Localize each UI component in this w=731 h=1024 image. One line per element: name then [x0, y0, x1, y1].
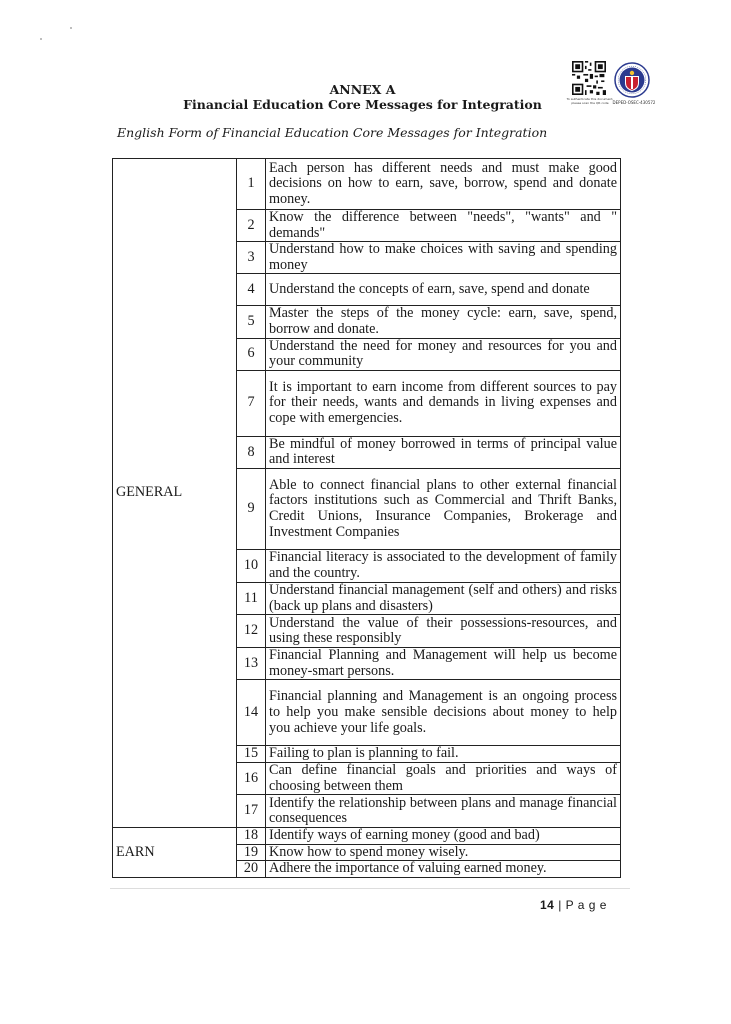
row-number: 19 — [237, 844, 266, 861]
category-general: GENERAL — [113, 159, 237, 828]
table-caption: English Form of Financial Education Core Messages for Integration — [117, 125, 548, 140]
core-message: Know the difference between "needs", "wants" and " demands" — [266, 210, 621, 242]
core-message: Identify the relationship between plans and manage financial consequences — [266, 795, 621, 828]
core-message: Able to connect financial plans to other external financial factors institutions such as Commercial and Thrift Banks, Credit Unions, Insurance Companies, Brokerage and Investment Companies — [266, 468, 621, 549]
row-number: 17 — [237, 795, 266, 828]
page-number-value: 14 — [540, 898, 555, 912]
row-number: 20 — [237, 861, 266, 878]
row-number: 14 — [237, 680, 266, 746]
row-number: 18 — [237, 828, 266, 845]
core-message: Understand the concepts of earn, save, spend and donate — [266, 274, 621, 306]
table-row — [113, 828, 621, 845]
category-earn: EARN — [113, 828, 237, 878]
row-number: 9 — [237, 468, 266, 549]
core-message: Identify ways of earning money (good and bad) — [266, 828, 621, 845]
core-message: Adhere the importance of valuing earned money. — [266, 861, 621, 878]
page-number-label: | P a g e — [558, 898, 607, 912]
document-title: Financial Education Core Messages for Integration — [183, 97, 542, 112]
core-message: Financial planning and Management is an ongoing process to help you make sensible decisions about money to help you achieve your life goals. — [266, 680, 621, 746]
core-message: Understand the value of their possessions-resources, and using these responsibly — [266, 615, 621, 648]
qr-caption: To authenticate this document, please scan the QR code — [566, 97, 614, 105]
core-message: Financial Planning and Management will help us become money-smart persons. — [266, 648, 621, 680]
core-message: Each person has different needs and must make good decisions on how to earn, save, borrow, spend and donate money. — [266, 159, 621, 210]
core-message: Know how to spend money wisely. — [266, 844, 621, 861]
core-message: Understand the need for money and resources for you and your community — [266, 338, 621, 370]
row-number: 13 — [237, 648, 266, 680]
scan-speck — [70, 27, 72, 29]
row-number: 10 — [237, 549, 266, 582]
scan-speck — [40, 38, 42, 40]
row-number: 11 — [237, 582, 266, 614]
row-number: 1 — [237, 159, 266, 210]
row-number: 2 — [237, 210, 266, 242]
core-message: Understand financial management (self and others) and risks (back up plans and disasters) — [266, 582, 621, 614]
row-number: 3 — [237, 242, 266, 274]
row-number: 5 — [237, 306, 266, 338]
footer-divider — [110, 888, 630, 889]
annex-label: ANNEX A — [329, 82, 396, 97]
row-number: 8 — [237, 436, 266, 468]
table-row — [113, 159, 621, 210]
row-number: 7 — [237, 370, 266, 436]
document-header — [0, 82, 731, 113]
core-message: Failing to plan is planning to fail. — [266, 746, 621, 763]
row-number: 15 — [237, 746, 266, 763]
core-messages-table — [112, 158, 621, 878]
row-number: 6 — [237, 338, 266, 370]
core-message: Understand how to make choices with saving and spending money — [266, 242, 621, 274]
core-message: It is important to earn income from different sources to pay for their needs, wants and demands in living expenses and cope with emergencies. — [266, 370, 621, 436]
core-message: Master the steps of the money cycle: earn, save, spend, borrow and donate. — [266, 306, 621, 338]
row-number: 16 — [237, 762, 266, 794]
core-message: Be mindful of money borrowed in terms of principal value and interest — [266, 436, 621, 468]
seal-code: DEPED-OSEC-430572 — [612, 100, 656, 105]
core-message: Financial literacy is associated to the development of family and the country. — [266, 549, 621, 582]
page-number — [540, 898, 607, 912]
row-number: 4 — [237, 274, 266, 306]
core-message: Can define financial goals and priorities and ways of choosing between them — [266, 762, 621, 794]
row-number: 12 — [237, 615, 266, 648]
